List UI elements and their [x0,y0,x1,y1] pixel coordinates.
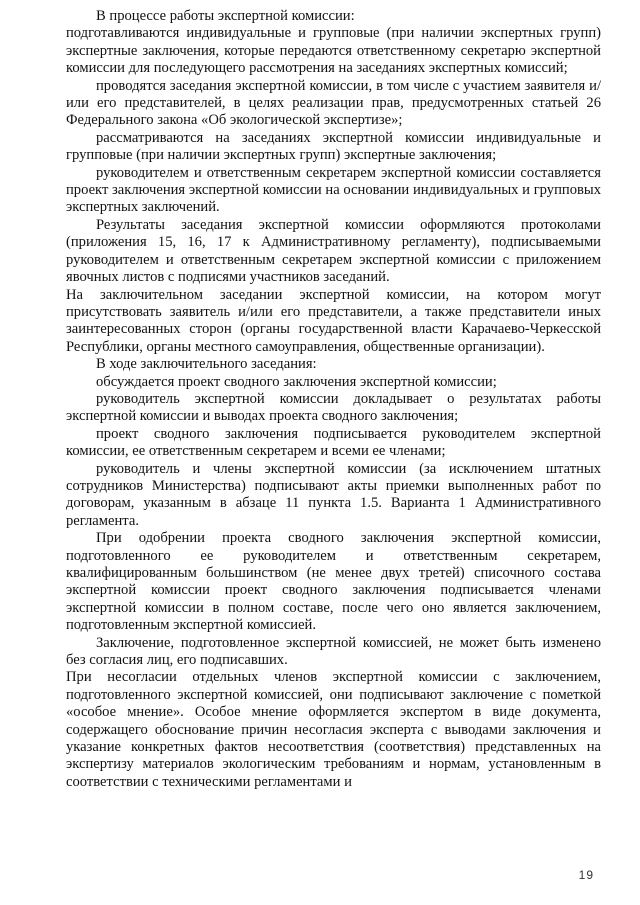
paragraph-protocols: Результаты заседания экспертной комиссии оформляются протоколами (приложения 15, 16, 17 к Административному регламенту), подписываемыми руководителем и ответственным секретарем экспертной комиссии с приложением явочных листов с подписями участников заседаний. [66,216,601,286]
paragraph-meetings: проводятся заседания экспертной комиссии, в том числе с участием заявителя и/или его представителей, в целях реализации прав, предусмотренных статьей 26 Федерального закона «Об экологической экспертизе»; [66,77,601,129]
paragraph-review: рассматриваются на заседаниях экспертной комиссии индивидуальные и групповые (при наличии экспертных групп) экспертные заключения; [66,129,601,164]
paragraph-preparation: подготавливаются индивидуальные и групповые (при наличии экспертных групп) экспертные заключения, которые передаются ответственному секретарю экспертной комиссии для последующего рассмотрения на заседаниях экспертных комиссий; [66,25,601,77]
paragraph-report: руководитель экспертной комиссии докладывает о результатах работы экспертной комиссии и выводах проекта сводного заключения; [66,390,601,425]
document-body [66,8,601,791]
paragraph-dissent: При несогласии отдельных членов экспертной комиссии с заключением, подготовленного экспертной комиссией, они подписывают заключение с пометкой «особое мнение». Особое мнение оформляется экспертом в виде документа, содержащего обоснование причин несогласия эксперта с выводами заключения и указание конкретных фактов несоответствия (соответствия) представленных на экспертизу материалов экологическим требованиям и нормам, установленным в соответствии с техническими регламентами и [66,669,601,790]
paragraph-final-meeting-course: В ходе заключительного заседания: [96,356,317,373]
page-number: 19 [578,868,594,882]
paragraph-approval: При одобрении проекта сводного заключения экспертной комиссии, подготовленного ее руководителем и ответственным секретарем, квалифицированным большинством (не менее двух третей) списочного состава экспертной комиссии проект сводного заключения подписывается членами экспертной комиссии в полном составе, после чего оно является заключением, подготовленным экспертной комиссией. [66,530,601,634]
paragraph-intro: В процессе работы экспертной комиссии: [96,8,355,24]
paragraph-acceptance: руководитель и члены экспертной комиссии (за исключением штатных сотрудников Министерства) подписывают акты приемки выполненных работ по договорам, указанным в абзаце 11 пункта 1.5. Варианта 1 Административного регламента. [66,460,601,529]
paragraph-signing: проект сводного заключения подписывается руководителем экспертной комиссии, ее ответственным секретарем и всеми ее членами; [66,425,601,460]
paragraph-no-change: Заключение, подготовленное экспертной комиссией, не может быть изменено без согласия лиц, его подписавших. [66,634,601,669]
paragraph-final-meeting: На заключительном заседании экспертной комиссии, на котором могут присутствовать заявитель и/или его представители, а также представители иных заинтересованных сторон (органы государственной власти Карачаево-Черкесской Республики, органы местного самоуправления, общественные организации). [66,286,601,355]
paragraph-discussion: обсуждается проект сводного заключения экспертной комиссии; [96,373,497,390]
paragraph-draft: руководителем и ответственным секретарем экспертной комиссии составляется проект заключения экспертной комиссии на основании индивидуальных и групповых экспертных заключений. [66,164,601,216]
